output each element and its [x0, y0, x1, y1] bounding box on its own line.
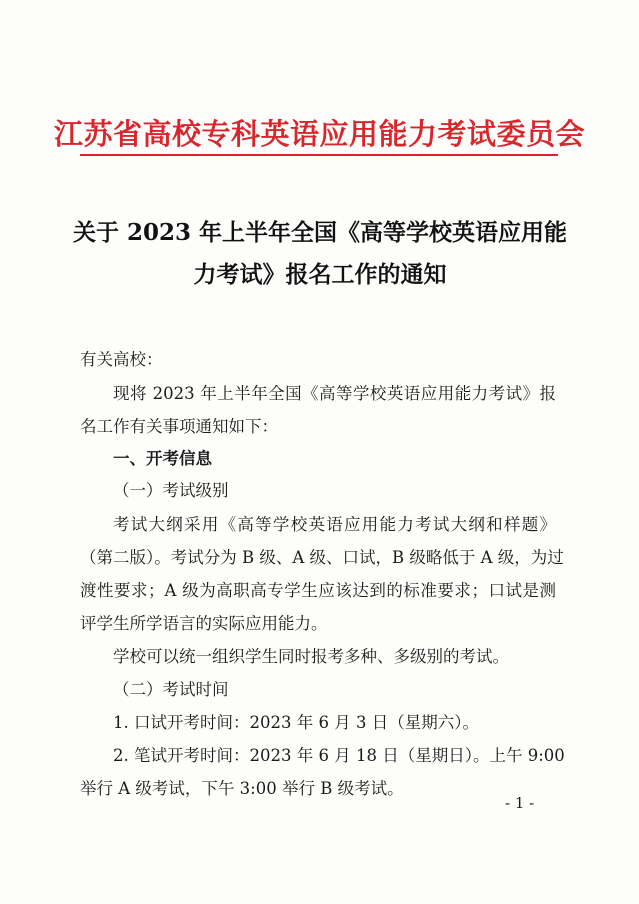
levels-para-line-2: （第二版）。考试分为 B 级、A 级、口试，B 级略低于 A 级，为过 [80, 548, 564, 567]
section-heading-exam-info: 一、开考信息 [113, 449, 212, 468]
document-title-line-1: 关于 2023 年上半年全国《高等学校英语应用能 [72, 219, 568, 246]
written-exam-time-item-line-2: 举行 A 级考试，下午 3:00 举行 B 级考试。 [80, 779, 404, 798]
organize-para: 学校可以统一组织学生同时报考多种、多级别的考试。 [113, 647, 509, 666]
page-number: - 1 - [505, 794, 535, 812]
levels-para-line-4: 评学生所学语言的实际应用能力。 [80, 614, 328, 633]
levels-para-line-3: 渡性要求；A 级为高职高专学生应该达到的标准要求；口试是测 [80, 581, 556, 600]
intro-line-2: 名工作有关事项通知如下： [80, 417, 278, 436]
subsection-heading-exam-levels: （一）考试级别 [113, 481, 229, 500]
levels-para-line-1: 考试大纲采用《高等学校英语应用能力考试大纲和样题》 [113, 515, 556, 534]
intro-line-1: 现将 2023 年上半年全国《高等学校英语应用能力考试》报 [113, 384, 556, 403]
subsection-heading-exam-time: （二）考试时间 [113, 680, 229, 699]
red-header-rule [80, 154, 558, 156]
issuing-organization-header: 江苏省高校专科英语应用能力考试委员会 [53, 117, 585, 151]
oral-exam-time-item: 1. 口试开考时间：2023 年 6 月 3 日（星期六）。 [113, 713, 479, 732]
document-title-line-2: 力考试》报名工作的通知 [193, 261, 447, 288]
written-exam-time-item-line-1: 2. 笔试开考时间：2023 年 6 月 18 日（星期日）。上午 9:00 [113, 746, 565, 765]
salutation: 有关高校： [80, 350, 163, 369]
